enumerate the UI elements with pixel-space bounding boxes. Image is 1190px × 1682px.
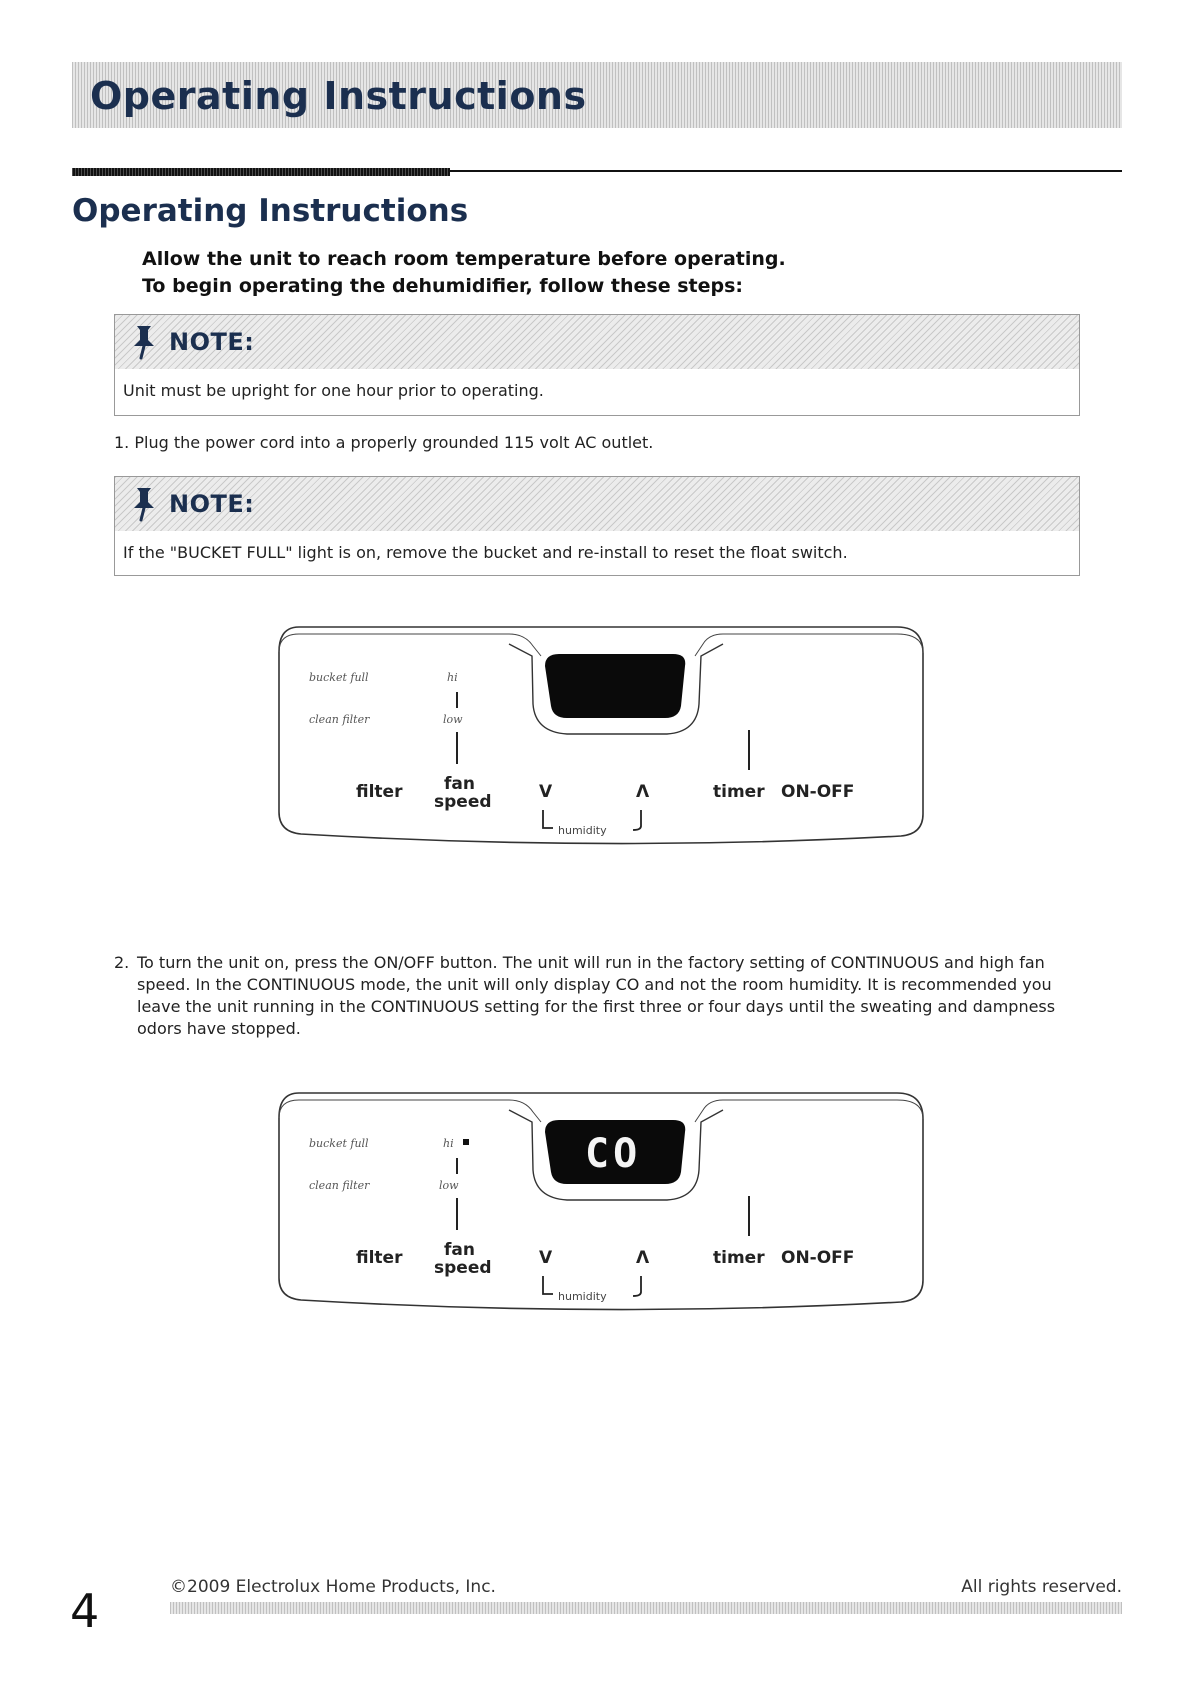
banner-title: Operating Instructions [90, 74, 587, 118]
section-rule-thin [450, 170, 1122, 172]
timer-button[interactable]: timer [713, 1248, 765, 1268]
note-header [115, 477, 1079, 531]
lcd-display [545, 654, 685, 718]
humidity-label: humidity [558, 1290, 607, 1303]
footer-bar [170, 1602, 1122, 1614]
control-panel-diagram-1 [277, 626, 925, 856]
step-2-number: 2. [114, 953, 130, 972]
lcd-readout: CO [585, 1131, 642, 1177]
section-title: Operating Instructions [72, 193, 469, 229]
filter-button[interactable]: filter [356, 782, 403, 802]
note-text: Unit must be upright for one hour prior to operating. [123, 381, 544, 400]
on-off-button[interactable]: ON-OFF [781, 782, 855, 802]
step-1: 1. Plug the power cord into a properly grounded 115 volt AC outlet. [114, 433, 654, 452]
note-header [115, 315, 1079, 369]
humidity-down-button[interactable]: V [539, 1248, 553, 1268]
step-2: To turn the unit on, press the ON/OFF button. The unit will run in the factory setting of CONTINUOUS and high fan speed. In the CONTINUOUS mode, the unit will only display CO and not the room humidity. It is recommended you leave the unit running in the CONTINUOUS setting for the first three or four days until the sweating and dampness odors have stopped. [137, 953, 1056, 1038]
on-off-button[interactable]: ON-OFF [781, 1248, 855, 1268]
humidity-down-button[interactable]: V [539, 782, 553, 802]
note-text: If the "BUCKET FULL" light is on, remove the bucket and re-install to reset the float switch. [123, 543, 848, 562]
fan-label: fan [444, 774, 475, 794]
copyright-text: ©2009 Electrolux Home Products, Inc. [170, 1577, 496, 1597]
note-box-1 [114, 314, 1080, 416]
bucket-full-label: bucket full [309, 1137, 369, 1150]
humidity-up-button[interactable]: Λ [636, 782, 650, 802]
clean-filter-label: clean filter [309, 1179, 370, 1192]
fan-speed-button[interactable]: speed [434, 1258, 492, 1278]
note-box-2 [114, 476, 1080, 576]
pushpin-icon [127, 324, 161, 360]
filter-button[interactable]: filter [356, 1248, 403, 1268]
hi-indicator-light [463, 1139, 469, 1145]
note-label: NOTE: [169, 328, 255, 356]
header-banner [72, 62, 1122, 128]
note-label: NOTE: [169, 490, 255, 518]
page-number: 4 [70, 1584, 100, 1638]
fan-label: fan [444, 1240, 475, 1260]
lead-line-2: To begin operating the dehumidifier, follow these steps: [142, 275, 744, 297]
humidity-label: humidity [558, 824, 607, 837]
fan-speed-button[interactable]: speed [434, 792, 492, 812]
pushpin-icon [127, 486, 161, 522]
control-panel-diagram-2 [277, 1092, 925, 1322]
bucket-full-label: bucket full [309, 671, 369, 684]
lead-line-1: Allow the unit to reach room temperature before operating. [142, 248, 786, 270]
low-label: low [439, 1179, 459, 1192]
hi-label: hi [447, 671, 458, 684]
low-label: low [443, 713, 463, 726]
clean-filter-label: clean filter [309, 713, 370, 726]
hi-label: hi [443, 1137, 454, 1150]
section-rule-thick [72, 168, 450, 176]
humidity-up-button[interactable]: Λ [636, 1248, 650, 1268]
timer-button[interactable]: timer [713, 782, 765, 802]
rights-text: All rights reserved. [961, 1577, 1122, 1597]
